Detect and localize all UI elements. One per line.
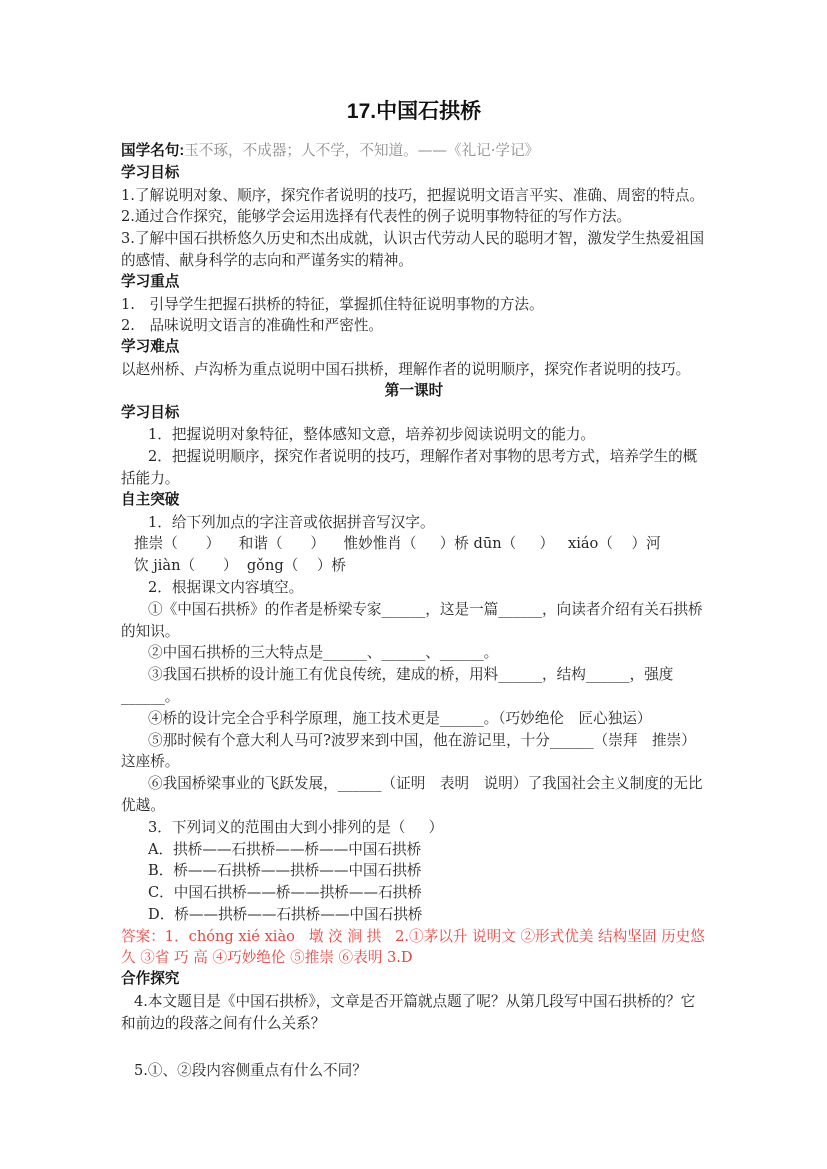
objective-3: 3.了解中国石拱桥悠久历史和杰出成就，认识古代劳动人民的聪明才智，激发学生热爱祖国的感情、献身科学的志向和严谨务实的精神。: [121, 230, 705, 269]
blank-6: ⑥我国桥梁事业的飞跃发展，______（证明 表明 说明）了我国社会主义制度的无比优越。: [121, 775, 703, 814]
answer-line: 答案：1．chóng xié xiào 墩 洨 涧 拱 2.①茅以升 说明文 ②形式优美 结构坚固 历史悠久 ③省 巧 高 ④巧妙绝伦 ⑤推崇 ⑥表明 3.D: [121, 927, 705, 967]
heading-di-yi-keshi: 第一课时: [384, 382, 444, 399]
question-2: 2．根据课文内容填空。: [148, 578, 304, 596]
quote-text: 玉不琢，不成器；人不学，不知道。——《礼记·学记》: [184, 142, 540, 159]
pinyin-line-1: 推崇（ ） 和谐（ ） 惟妙惟肖（ ）桥 dūn（ ） xiáo（ ）河: [134, 535, 661, 553]
blank-5: ⑤那时候有个意大利人马可?波罗来到中国，他在游记里，十分______（崇拜 推崇）这座桥。: [121, 731, 696, 771]
guoxue-quote-line: [121, 140, 707, 163]
objective-1: 1.了解说明对象、顺序，探究作者说明的技巧，把握说明文语言平实、准确、周密的特点。: [121, 186, 705, 204]
question-4: 4.本文题目是《中国石拱桥》，文章是否开篇就点题了呢？从第几段写中国石拱桥的？它和前边的段落之间有什么关系？: [121, 993, 696, 1032]
lesson1-objective-2: 2．把握说明顺序，探究作者说明的技巧，理解作者对事物的思考方式，培养学生的概括能力。: [121, 448, 698, 487]
option-c: C．中国石拱桥——桥——拱桥——石拱桥: [148, 884, 422, 902]
lesson1-objective-1: 1．把握说明对象特征，整体感知文意，培养初步阅读说明文的能力。: [148, 426, 596, 444]
question-5: 5.①、②段内容侧重点有什么不同？: [134, 1061, 367, 1079]
heading-xuexi-mubiao-lesson1: 学习目标: [121, 404, 180, 421]
blank-3: ③我国石拱桥的设计施工有优良传统，建成的桥，用料______，结构______，强度______。: [121, 666, 674, 705]
quote-label: 国学名句:: [121, 143, 185, 159]
blank-1: ①《中国石拱桥》的作者是桥梁专家______，这是一篇______，向读者介绍有关石拱桥的知识。: [121, 600, 703, 640]
option-d: D．桥——拱桥——石拱桥——中国石拱桥: [148, 905, 423, 923]
key-point-1: 1. 引导学生把握石拱桥的特征，掌握抓住特征说明事物的方法。: [121, 295, 544, 313]
heading-xuexi-mubiao: 学习目标: [121, 164, 180, 181]
blank-4: ④桥的设计完全合乎科学原理，施工技术更是______。（巧妙绝伦 匠心独运）: [148, 709, 652, 727]
question-3: 3．下列词义的范围由大到小排列的是（ ）: [148, 818, 444, 836]
question-1: 1．给下列加点的字注音或依据拼音写汉字。: [148, 513, 435, 531]
objective-2: 2.通过合作探究，能够学会运用选择有代表性的例子说明事物特征的写作方法。: [121, 208, 632, 226]
option-a: A．拱桥——石拱桥——桥——中国石拱桥: [148, 840, 422, 858]
heading-hezuo-tanjiu: 合作探究: [121, 971, 180, 988]
pinyin-line-2: 饮 jiàn（ ） gǒng（ ）桥: [134, 557, 347, 575]
difficulty-text: 以赵州桥、卢沟桥为重点说明中国石拱桥，理解作者的说明顺序，探究作者说明的技巧。: [121, 360, 691, 378]
heading-zizhu-tupo: 自主突破: [121, 491, 180, 508]
blank-2: ②中国石拱桥的三大特点是______、______、______。: [148, 644, 499, 662]
heading-xuexi-zhongdian: 学习重点: [121, 273, 180, 290]
option-b: B．桥——石拱桥——拱桥——中国石拱桥: [148, 862, 422, 880]
heading-xuexi-nandian: 学习难点: [121, 339, 180, 356]
page-title: 17.中国石拱桥: [346, 100, 482, 123]
key-point-2: 2. 品味说明文语言的准确性和严密性。: [121, 317, 384, 335]
